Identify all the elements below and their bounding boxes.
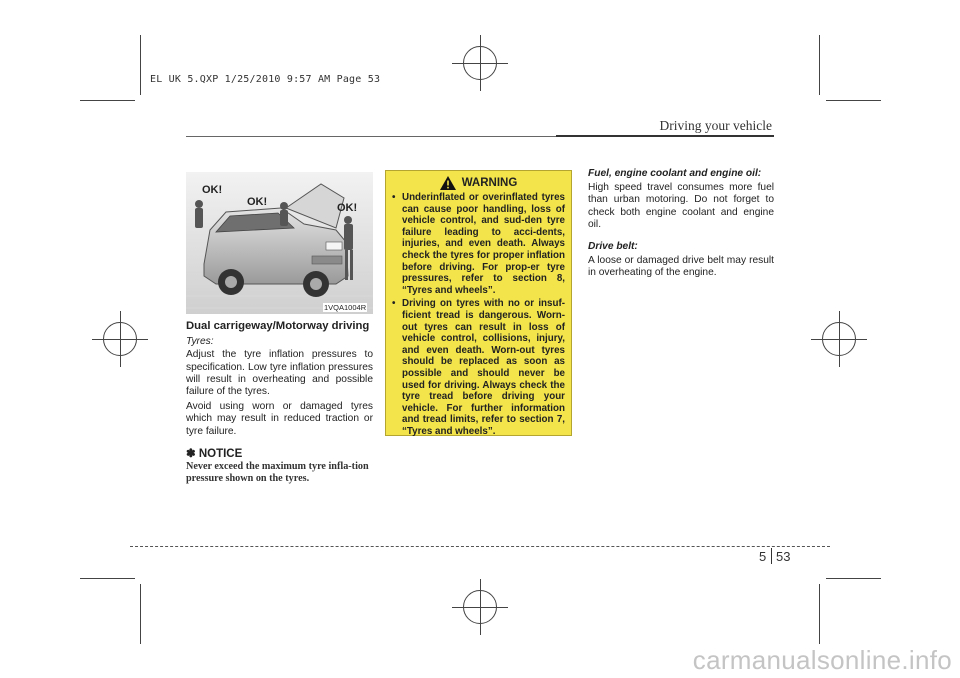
belt-subheading: Drive belt: <box>588 241 638 253</box>
page-number: 53 <box>776 549 791 564</box>
notice-title: ✽ NOTICE <box>186 447 243 460</box>
section-heading: Dual carrigeway/Motorway driving <box>186 320 370 332</box>
tyres-paragraph-1: Adjust the tyre inflation pressures to specification. Low tyre inflation pressures will result in overheating and possible failure of the tyres. <box>186 349 373 398</box>
registration-mark-top <box>463 46 497 80</box>
registration-mark-left <box>103 322 137 356</box>
tyres-label: Tyres: <box>186 336 214 348</box>
right-column <box>588 168 774 283</box>
registration-mark-right <box>822 322 856 356</box>
notice-body: Never exceed the maximum tyre infla-tion pressure shown on the tyres. <box>186 461 369 484</box>
section-title: Driving your vehicle <box>659 118 772 133</box>
crop-mark-tr-v <box>819 35 820 95</box>
file-slug: EL UK 5.QXP 1/25/2010 9:57 AM Page 53 <box>150 74 381 85</box>
crop-mark-tl-v <box>140 35 141 95</box>
warning-triangle-icon <box>440 176 456 190</box>
header-rule-thin <box>186 136 556 137</box>
watermark-text: carmanualsonline.info <box>692 645 952 675</box>
header-rule <box>556 135 774 137</box>
belt-paragraph: A loose or damaged drive belt may result in overheating of the engine. <box>588 255 774 279</box>
chapter-number: 5 <box>759 549 767 564</box>
warning-box <box>385 170 572 436</box>
warning-item: • Driving on tyres with no or insuf-ficient tread is dangerous. Worn-out tyres can result in loss of vehicle control, collisions, injury, and even death. Worn-out tyres should be replaced as soon as possible and should never be used for driving. Always check the tyre tread before driving your vehicle. For further information and tread limits, refer to section 7, “Tyres and wheels”. <box>392 298 565 437</box>
warning-title: WARNING <box>461 177 518 189</box>
warning-item: • Underinflated or overinflated tyres can cause poor handling, loss of vehicle control, and sud-den tyre failure leading to acci-dents, injuries, and even death. Always check the tyres for proper inflation before driving. For prop-er tyre pressures, refer to section 8, “Tyres and wheels”. <box>392 192 565 296</box>
ok-label-3: OK! <box>337 202 358 214</box>
warning-list <box>392 192 565 437</box>
crop-mark-tr-h <box>826 100 881 101</box>
fuel-paragraph: High speed travel consumes more fuel than urban motoring. Do not forget to check both engine coolant and engine oil. <box>588 182 774 230</box>
fuel-subheading: Fuel, engine coolant and engine oil: <box>588 168 762 179</box>
crop-mark-br-v <box>819 584 820 644</box>
ok-label-2: OK! <box>247 196 268 208</box>
figure-caption-code: 1VQA1004R <box>324 303 367 312</box>
footer-dashed-rule <box>130 546 830 547</box>
left-column <box>186 320 373 484</box>
registration-mark-bottom <box>463 590 497 624</box>
crop-mark-tl-h <box>80 100 135 101</box>
page-divider <box>771 548 772 564</box>
ok-label-1: OK! <box>202 184 223 196</box>
tyres-paragraph-2: Avoid using worn or damaged tyres which may result in reduced traction or tyre failure. <box>186 401 373 437</box>
crop-mark-br-h <box>826 578 881 579</box>
crop-mark-bl-h <box>80 578 135 579</box>
crop-mark-bl-v <box>140 584 141 644</box>
warning-header <box>392 176 565 190</box>
